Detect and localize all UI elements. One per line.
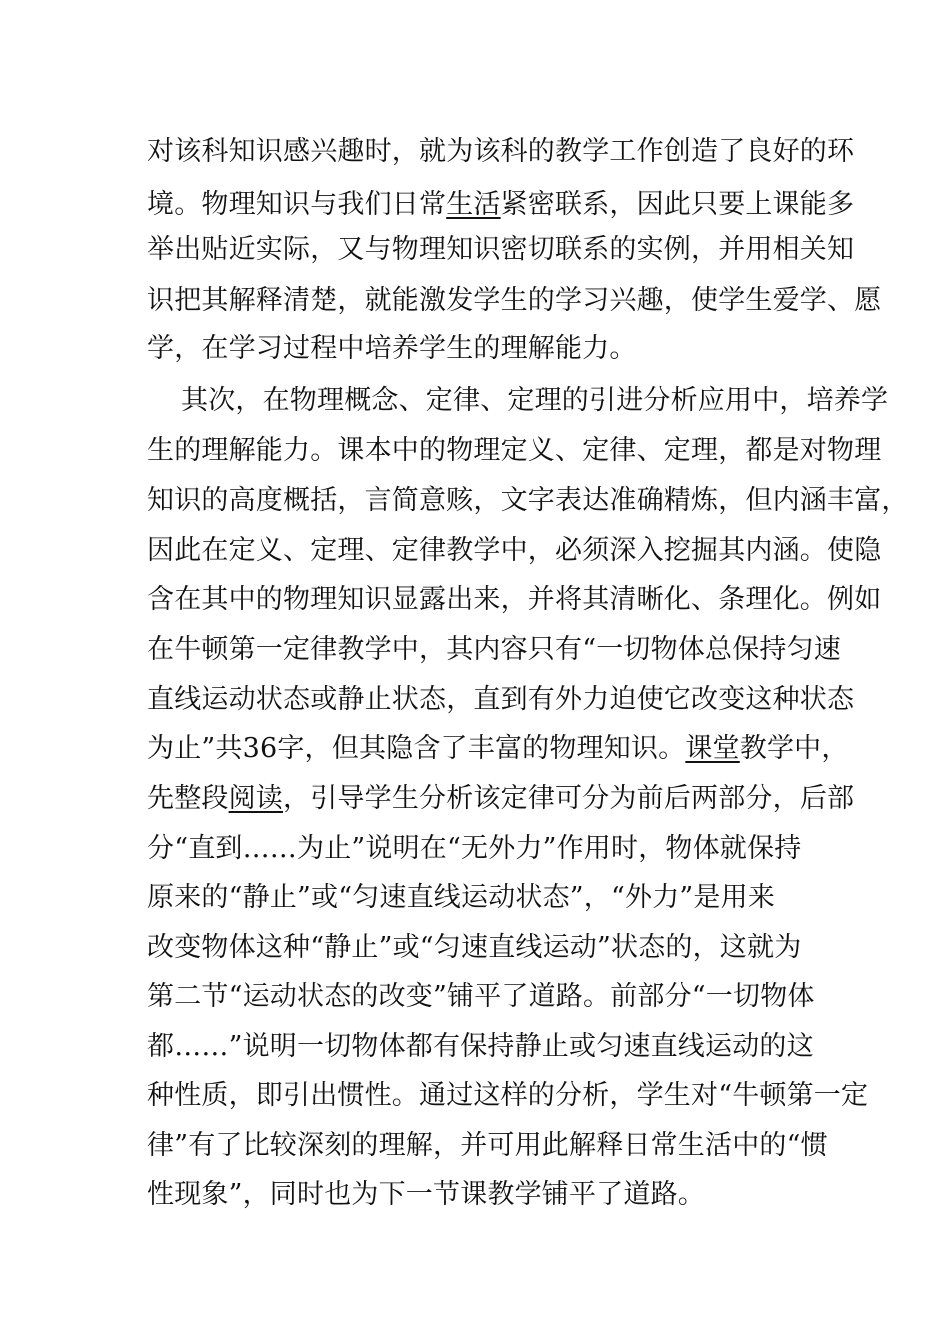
text-run: 原来的“静止”或“匀速直线运动状态”，“外力”是用来 — [147, 882, 776, 913]
text-run: 改变物体这种“静止”或“匀速直线运动”状态的，这就为 — [147, 932, 802, 963]
text-run: 教学中， — [739, 733, 849, 764]
paragraph-2-line-14 — [147, 1027, 827, 1067]
paragraph-1-line-5 — [147, 329, 827, 369]
text-run: 性现象”，同时也为下一节课教学铺平了道路。 — [147, 1179, 706, 1210]
text-run: 种性质，即引出惯性。通过这样的分析，学生对“牛顿第一定 — [147, 1080, 869, 1111]
paragraph-2-line-15 — [147, 1076, 869, 1116]
paragraph-2-line-1 — [181, 381, 889, 421]
paragraph-2-line-6 — [147, 630, 842, 670]
text-run: 其次，在物理概念、定律、定理的引进分析应用中，培养学 — [181, 385, 889, 416]
text-run: 都……”说明一切物体都有保持静止或匀速直线运动的这 — [147, 1031, 814, 1062]
text-run: 知识的高度概括，言简意赅，文字表达准确精炼，但内涵丰富， — [147, 485, 909, 516]
paragraph-2-line-10 — [147, 829, 827, 869]
paragraph-1-line-4 — [147, 281, 882, 321]
text-run: 含在其中的物理知识显露出来，并将其清晰化、条理化。例如 — [147, 584, 882, 615]
paragraph-2-line-4 — [147, 531, 882, 571]
paragraph-2-line-3 — [147, 481, 909, 521]
text-run: 境。物理知识与我们日常 — [147, 189, 447, 220]
paragraph-2-line-12 — [147, 928, 827, 968]
underlined-link-text[interactable]: 阅读 — [228, 783, 284, 814]
underlined-link-text[interactable]: 生活 — [446, 189, 501, 220]
paragraph-2-line-11 — [147, 878, 827, 918]
paragraph-2-line-16 — [147, 1126, 827, 1166]
text-run: 在牛顿第一定律教学中，其内容只有“一切物体总保持匀速 — [147, 634, 842, 665]
paragraph-1-line-2 — [147, 185, 855, 225]
text-run: ，引导学生分析该定律可分为前后两部分，后部 — [283, 783, 855, 814]
text-run: 生的理解能力。课本中的物理定义、定律、定理，都是对物理 — [147, 435, 882, 466]
paragraph-2-line-9 — [147, 779, 855, 819]
paragraph-2-line-2 — [147, 431, 882, 471]
paragraph-1-line-3 — [147, 230, 855, 270]
text-run: 第二节“运动状态的改变”铺平了道路。前部分“一切物体 — [147, 981, 815, 1012]
text-run: 分“直到……为止”说明在“无外力”作用时，物体就保持 — [147, 833, 802, 864]
text-run: 举出贴近实际，又与物理知识密切联系的实例，并用相关知 — [147, 234, 855, 265]
paragraph-1-line-1 — [147, 132, 855, 172]
paragraph-2-line-13 — [147, 977, 827, 1017]
paragraph-2-line-8 — [147, 729, 849, 769]
text-run: 学，在学习过程中培养学生的理解能力。 — [147, 333, 637, 364]
text-run: 因此在定义、定理、定律教学中，必须深入挖掘其内涵。使隐 — [147, 535, 882, 566]
text-run: 紧密联系，因此只要上课能多 — [500, 189, 855, 220]
text-run: 直线运动状态或静止状态，直到有外力迫使它改变这种状态 — [147, 684, 855, 715]
underlined-link-text[interactable]: 课堂 — [685, 733, 740, 764]
text-run: 对该科知识感兴趣时，就为该科的教学工作创造了良好的环 — [147, 136, 855, 167]
text-run: 先整段 — [147, 783, 229, 814]
paragraph-2-line-5 — [147, 580, 882, 620]
text-run: 律”有了比较深刻的理解，并可用此解释日常生活中的“惯 — [147, 1130, 828, 1161]
paragraph-2-line-7 — [147, 680, 855, 720]
paragraph-2-line-17 — [147, 1175, 827, 1215]
text-run: 为止”共36字，但其隐含了丰富的物理知识。 — [147, 733, 686, 764]
text-run: 识把其解释清楚，就能激发学生的学习兴趣，使学生爱学、愿 — [147, 285, 882, 316]
